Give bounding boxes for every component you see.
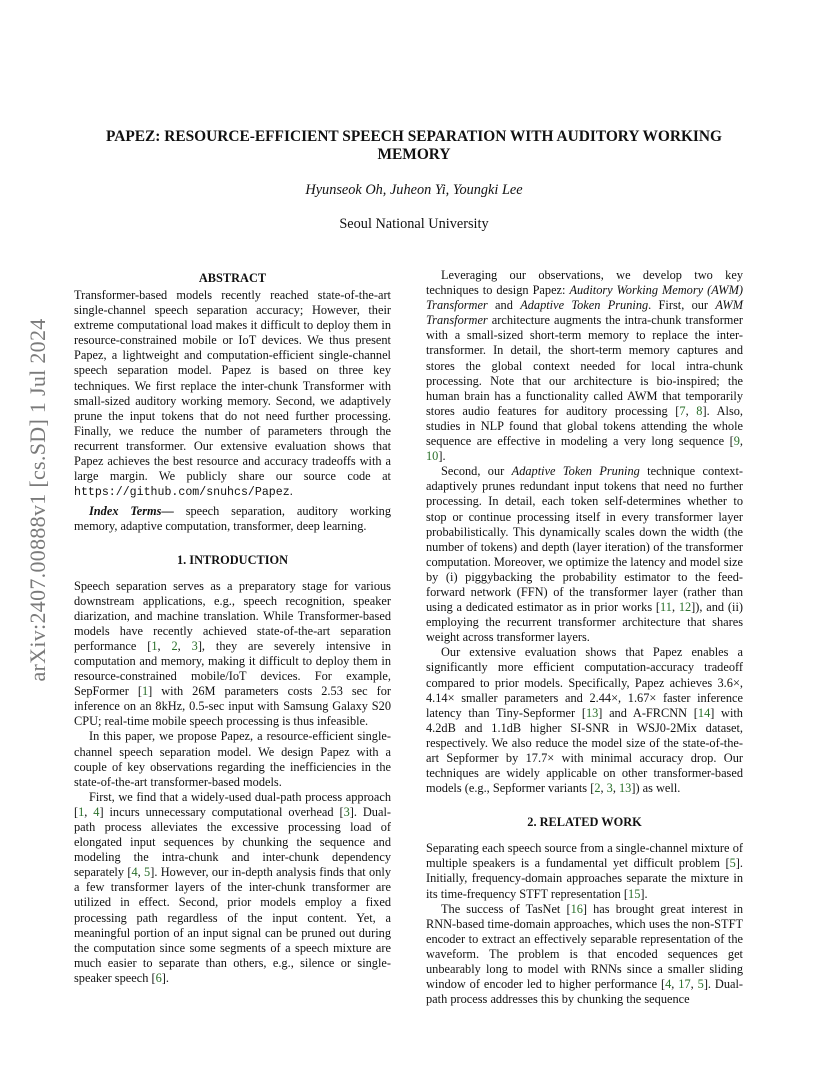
citation-link[interactable]: 14 [697,705,711,720]
code-link[interactable]: https://github.com/snuhcs/Papez [74,486,290,500]
intro-paragraph-2: In this paper, we propose Papez, a resource-efficient single-channel speech separation model. We design Papez with a couple of key observations regarding the inefficiencies in the state-of-the-art transformer-based models. [74,729,391,789]
right-paragraph-2: Second, our Adaptive Token Pruning technique context-adaptively prunes redundant input tokens that need no further processing. In detail, each token self-determines whether to stop or continue processing itself in every transformer layer probabilistically. This dynamically scales down the width (the number of tokens) and depth (layer iteration) of the transformer computation. Moreover, we optimize the latency and model size by (i) piggybacking the probability estimator to the feed-forward network (FFN) of the transformer layer (rather than using a dedicated estimator as in prior works [11, 12]), and (ii) employing the recurrent transformer architecture that shares weight across transformer layers. [426,464,743,645]
citation-link[interactable]: 17 [678,977,691,992]
related-work-heading: 2. RELATED WORK [527,815,642,830]
citation-link[interactable]: 5 [697,977,704,992]
citation-link[interactable]: 16 [570,901,583,916]
citation-link[interactable]: 7 [679,403,686,418]
citation-link[interactable]: 3 [191,638,198,653]
right-paragraph-1: Leveraging our observations, we develop two key techniques to design Papez: Auditory Working Memory (AWM) Transformer and Adaptive Token Pruning. First, our AWM Transformer architecture augments the intra-chunk transformer with a small-sized short-term memory to replace the inter-transformer. In detail, the short-term memory captures and stores the global context needed for local intra-chunk processing. Note that our architecture is bio-inspired; the human brain has a functionality called AWM that temporarily stores audio features for auditory processing [7, 8]. Also, studies in NLP found that global tokens attending the whole sequence are effective in modeling a very long sequence [9, 10]. [426,268,744,464]
citation-link[interactable]: 4 [131,865,138,880]
right-column [426,268,743,1007]
paper-title: PAPEZ: RESOURCE-EFFICIENT SPEECH SEPARATION WITH AUDITORY WORKING MEMORY [105,128,723,163]
citation-link[interactable]: 13 [619,781,632,796]
index-terms-text: speech separation, auditory working memory, adaptive computation, transformer, deep learning. [74,504,391,534]
left-column [74,268,391,986]
related-paragraph-1: Separating each speech source from a single-channel mixture of multiple speakers is a fundamental yet difficult problem [5]. Initially, frequency-domain approaches separate the mixture in its time-frequency STFT representation [15]. [426,841,743,901]
citation-link[interactable]: 3 [343,804,350,819]
citation-link[interactable]: 12 [678,600,692,615]
citation-link[interactable]: 2 [594,781,601,796]
arxiv-identifier [20,300,56,700]
citation-link[interactable]: 9 [733,434,740,449]
citation-link[interactable]: 5 [144,865,151,880]
right-paragraph-3: Our extensive evaluation shows that Papez enables a significantly more efficient computation-accuracy tradeoff compared to prior models. Specifically, Papez achieves 3.6×, 4.14× smaller parameters and 2.44×, 1.67× faster inference latency than Tiny-Sepformer [13] and A-FRCNN [14] with 4.2dB and 1.1dB higher SI-SNR in WSJ0-2Mix dataset, respectively. We also reduce the model size of the state-of-the-art Sepformer by 17.7× with minimal accuracy drop. Our techniques are widely applicable on other transformer-based models (e.g., Sepformer variants [2, 3, 13]) as well. [426,645,743,796]
citation-link[interactable]: 1 [151,638,158,653]
affiliation: Seoul National University [339,216,489,232]
citation-link[interactable]: 4 [93,804,100,819]
related-paragraph-2: The success of TasNet [16] has brought great interest in RNN-based time-domain approaches, which uses the non-STFT encoder to extract an effectively separable representation of the waveform. The problem is that encoded sequences get unbearably long to model with RNNs since a smaller sliding window of encoder led to higher performance [4, 17, 5]. Dual-path process addresses this by chunking the sequence [426,901,744,1007]
citation-link[interactable]: 15 [628,886,641,901]
citation-link[interactable]: 5 [729,856,736,871]
citation-link[interactable]: 2 [171,638,178,653]
authors: Hyunseok Oh, Juheon Yi, Youngki Lee [305,182,523,198]
abstract-body: Transformer-based models recently reached state-of-the-art single-channel speech separation accuracy; However, their extreme computational load makes it difficult to deploy them in resource-constrained mobile or IoT devices. We thus present Papez, a lightweight and computation-efficient single-channel speech separation model. Papez is based on three key techniques. We first replace the inter-chunk Transformer with small-sized auditory working memory. Second, we adaptively prune the input tokens that do not need further processing. Finally, we reduce the number of parameters through the recurrent transformer. Our extensive evaluation shows that Papez achieves the best resource and accuracy tradeoffs with a large margin. We publicly share our source code at https://github.com/snuhcs/Papez. [74,288,391,500]
citation-link[interactable]: 10 [426,449,439,464]
citation-link[interactable]: 6 [155,970,162,985]
citation-link[interactable]: 8 [696,403,703,418]
citation-link[interactable]: 1 [141,684,149,699]
index-terms [74,504,391,534]
abstract-heading: ABSTRACT [198,271,267,285]
citation-link[interactable]: 13 [585,705,599,720]
citation-link[interactable]: 1 [78,804,85,819]
abstract-text: Transformer-based models recently reached state-of-the-art single-channel speech separation accuracy; However, their extreme computational load makes it difficult to deploy them in resource-constrained mobile or IoT devices. We thus present Papez, a lightweight and computation-efficient single-channel speech separation model. Papez is based on three key techniques. We first replace the inter-chunk Transformer with small-sized auditory working memory. Second, we adaptively prune the input tokens that do not need further processing. Finally, we reduce the number of parameters through the recurrent transformer. Our extensive evaluation shows that Papez achieves the best resource and accuracy tradeoffs with a large margin. We publicly share our source code at [74,288,391,484]
citation-link[interactable]: 3 [606,781,613,796]
arxiv-identifier-text: arXiv:2407.00888v1 [cs.SD] 1 Jul 2024 [25,318,50,682]
citation-link[interactable]: 4 [665,977,672,992]
intro-paragraph-3: First, we find that a widely-used dual-path process approach [1, 4] incurs unnecessary computational overhead [3]. Dual-path process alleviates the excessive processing load of elongated input sequences by chunking the sequence and modeling the intra-chunk and inter-chunk dependency separately [4, 5]. However, our in-depth analysis finds that only a few transformer layers of the inter-chunk transformer are utilized in effect. Second, prior models employ a fixed processing path regardless of the input content. Yet, a meaningful portion of an input signal can be pruned out during the computation since some segments of a speech mixture are much easier to separate than others, e.g., silence or single-speaker speech [6]. [74,789,391,985]
introduction-heading: 1. INTRODUCTION [176,552,289,567]
index-terms-label: Index Terms— [89,504,174,519]
citation-link[interactable]: 11 [660,600,672,615]
intro-paragraph-1: Speech separation serves as a preparatory stage for various downstream applications, e.g., speech recognition, speaker diarization, and machine translation. While Transformer-based models have recently achieved state-of-the-art separation performance [1, 2, 3], they are severely intensive in computation and memory, making it difficult to deploy them in resource-constrained mobile/IoT devices. For example, SepFormer [1] with 26M parameters costs 2.53 sec for inference on an 8kHz, 0.5-sec input with Samsung Galaxy S20 CPU; real-time mobile speech processing is thus infeasible. [74,578,392,729]
